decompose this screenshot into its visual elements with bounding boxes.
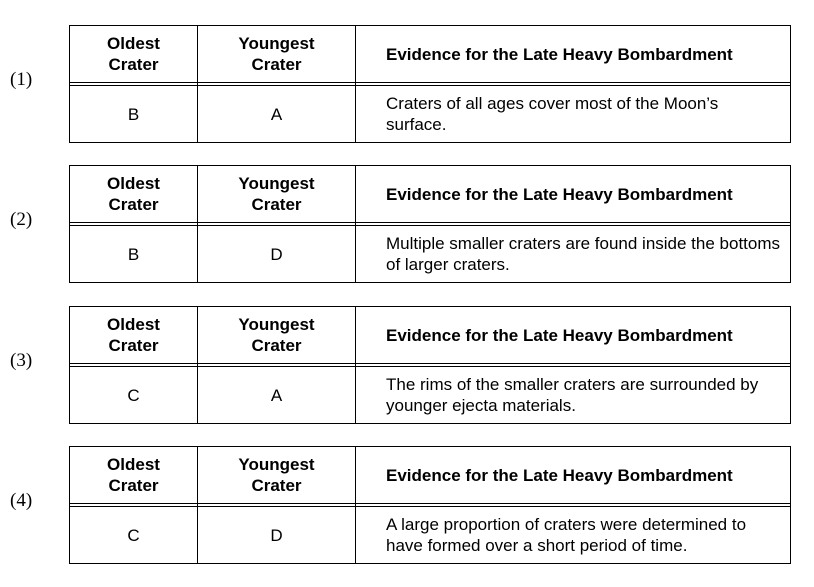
answer-option-4[interactable] (0, 446, 814, 563)
choice-table (69, 25, 791, 143)
option-number: (2) (10, 209, 33, 230)
youngest-crater-header: Youngest Crater (198, 166, 356, 223)
oldest-crater-value: C (70, 367, 198, 424)
youngest-crater-header: Youngest Crater (198, 26, 356, 83)
evidence-text: Multiple smaller craters are found inside the bottoms of larger craters. (356, 226, 791, 283)
choice-table (69, 306, 791, 424)
oldest-crater-value: C (70, 507, 198, 564)
answer-option-3[interactable] (0, 306, 814, 423)
oldest-crater-header: Oldest Crater (70, 447, 198, 504)
oldest-crater-value: B (70, 226, 198, 283)
evidence-header: Evidence for the Late Heavy Bombardment (356, 447, 791, 504)
table-row (70, 226, 791, 283)
oldest-crater-header: Oldest Crater (70, 26, 198, 83)
header-row (70, 307, 791, 364)
youngest-crater-value: A (198, 86, 356, 143)
oldest-crater-header: Oldest Crater (70, 307, 198, 364)
choice-table (69, 446, 791, 564)
evidence-text: Craters of all ages cover most of the Moon’s surface. (356, 86, 791, 143)
header-row (70, 26, 791, 83)
evidence-header: Evidence for the Late Heavy Bombardment (356, 307, 791, 364)
evidence-header: Evidence for the Late Heavy Bombardment (356, 26, 791, 83)
youngest-crater-value: D (198, 226, 356, 283)
option-number: (4) (10, 490, 33, 511)
evidence-header: Evidence for the Late Heavy Bombardment (356, 166, 791, 223)
youngest-crater-header: Youngest Crater (198, 447, 356, 504)
evidence-text: The rims of the smaller craters are surrounded by younger ejecta materials. (356, 367, 791, 424)
option-number: (3) (10, 350, 33, 371)
youngest-crater-header: Youngest Crater (198, 307, 356, 364)
answer-option-1[interactable] (0, 25, 814, 142)
evidence-text: A large proportion of craters were determined to have formed over a short period of time. (356, 507, 791, 564)
oldest-crater-header: Oldest Crater (70, 166, 198, 223)
choice-table (69, 165, 791, 283)
youngest-crater-value: D (198, 507, 356, 564)
oldest-crater-value: B (70, 86, 198, 143)
option-number: (1) (10, 69, 33, 90)
table-row (70, 507, 791, 564)
answer-option-2[interactable] (0, 165, 814, 282)
table-row (70, 86, 791, 143)
table-row (70, 367, 791, 424)
header-row (70, 447, 791, 504)
youngest-crater-value: A (198, 367, 356, 424)
header-row (70, 166, 791, 223)
